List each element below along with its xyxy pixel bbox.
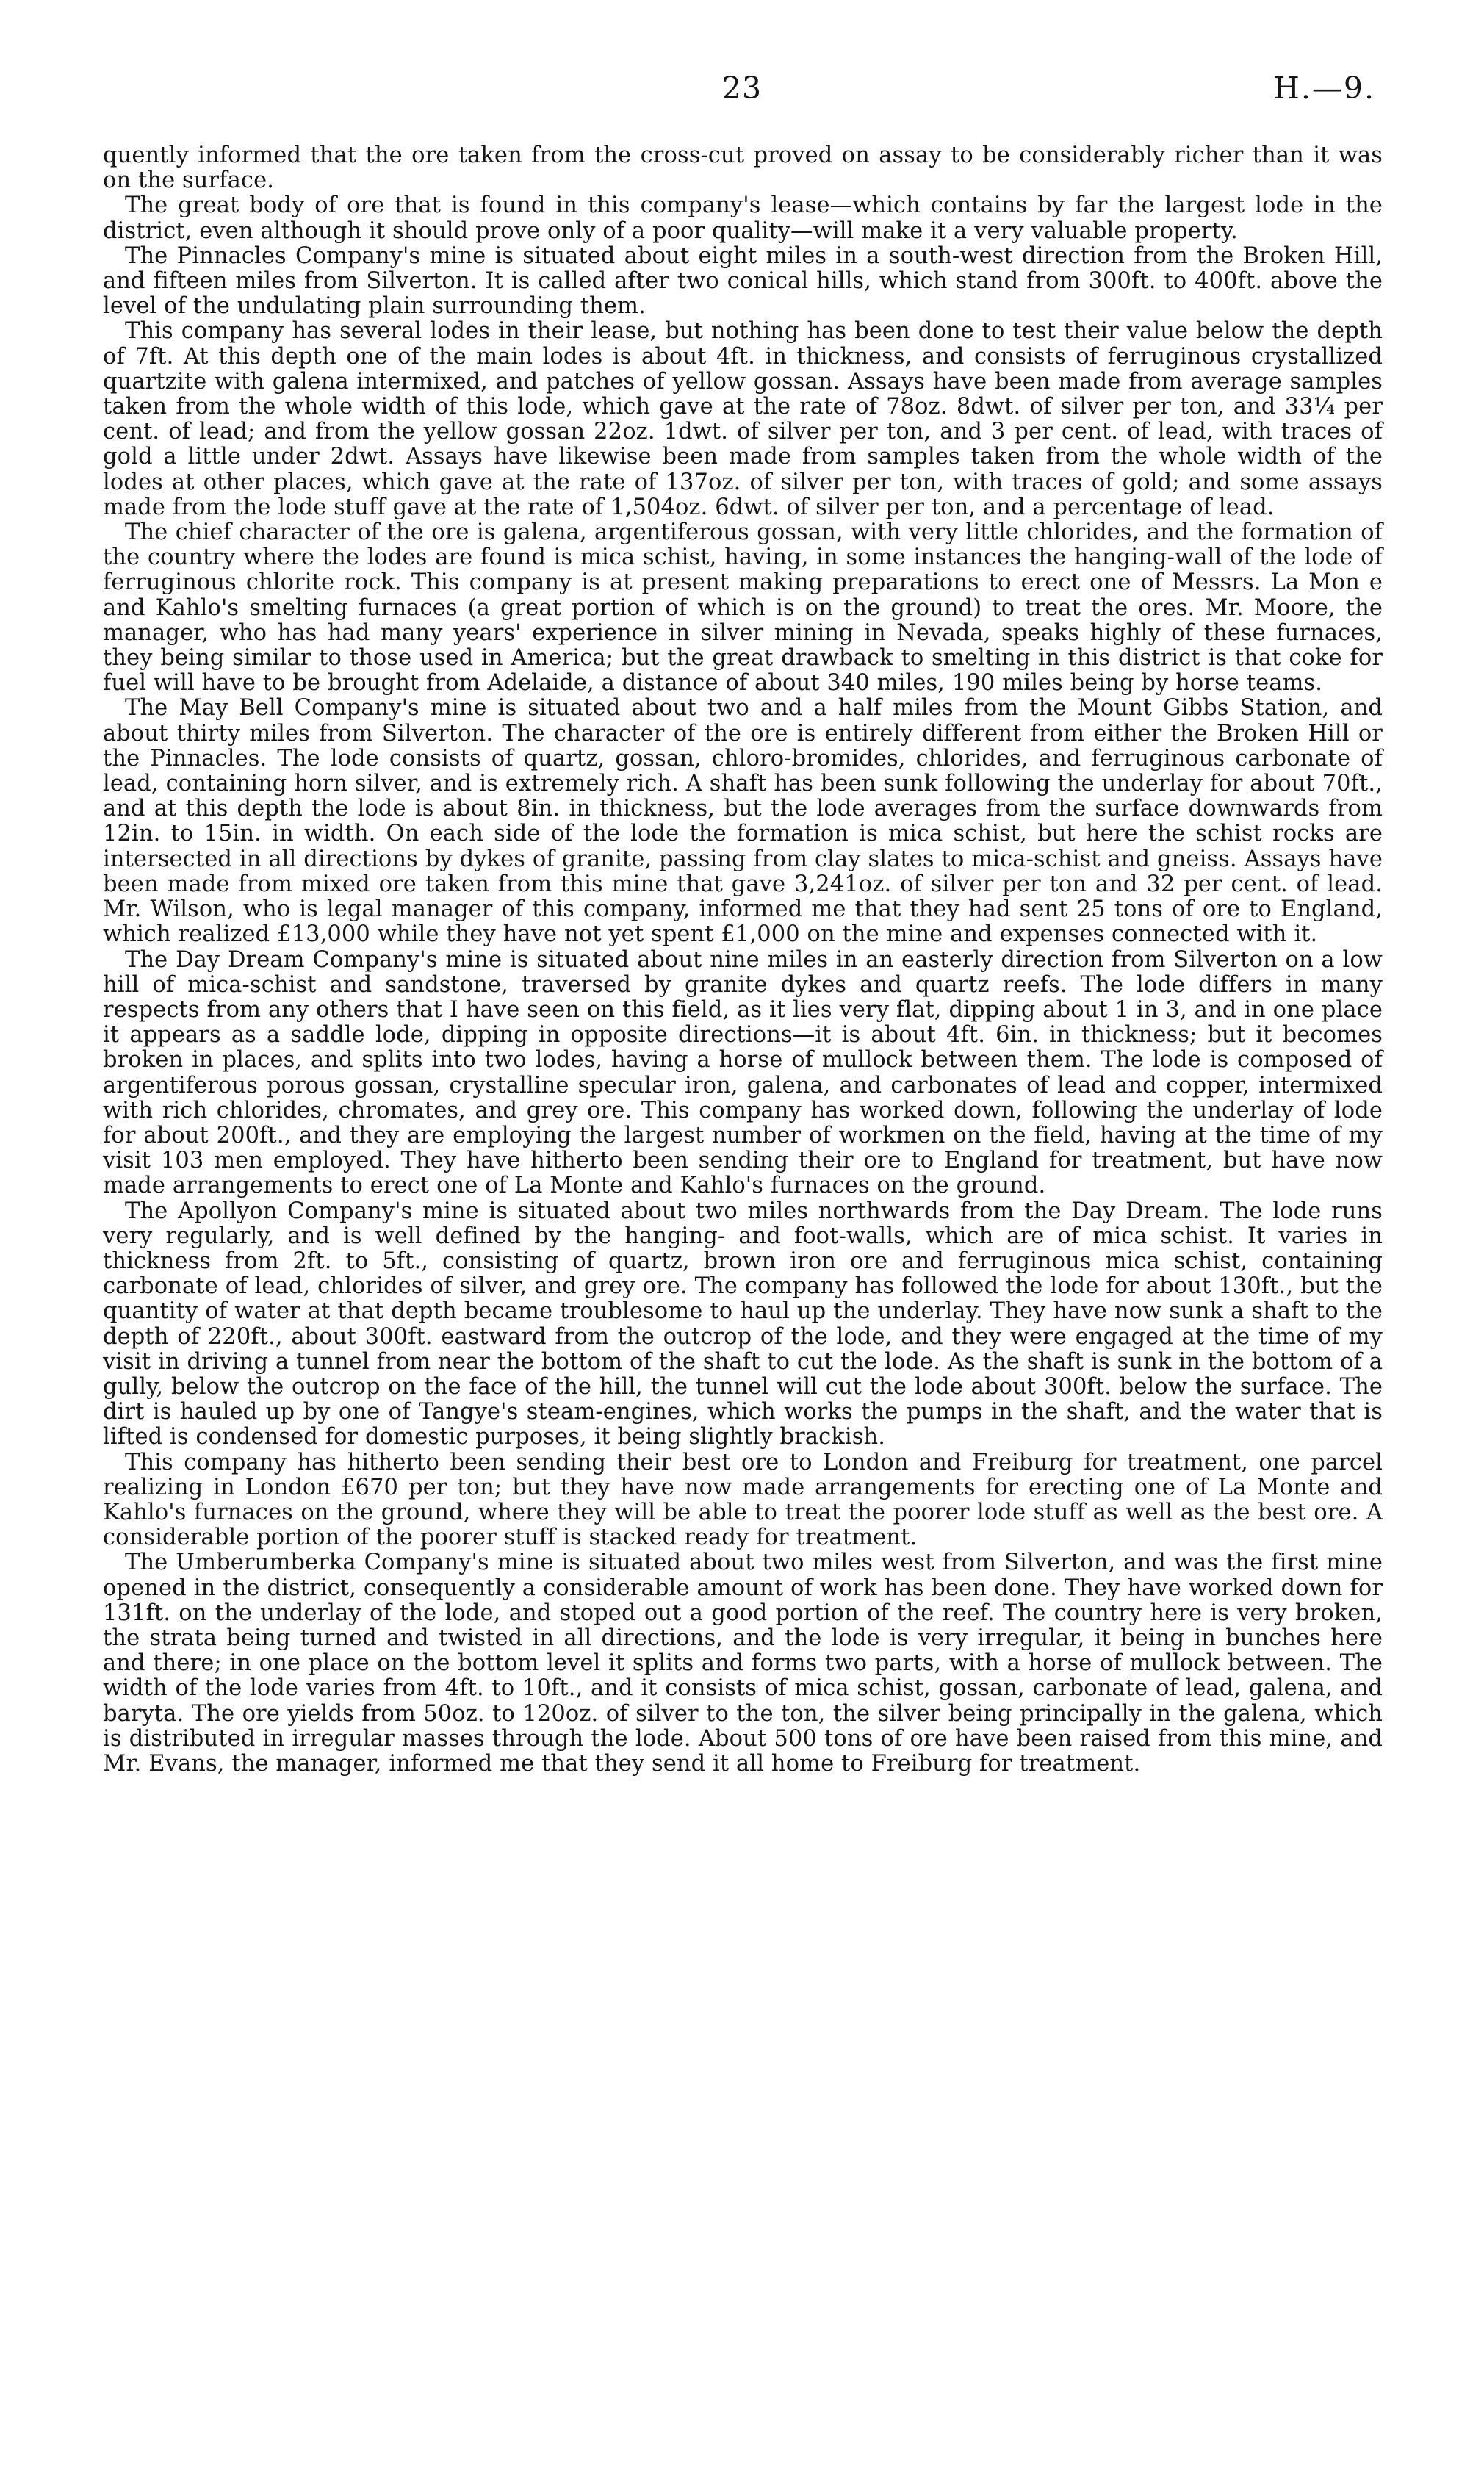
page-number: 23 [721,71,763,106]
paragraph-pinnacles-mine: The Pinnacles Company's mine is situated about eight miles in a south-west direction from the Broken Hill, and fifteen miles from Silverton. It is called after two conical hills, which stand from 300ft. to 400ft. above the level of the undulating plain surrounding them. [103,242,1383,320]
paragraph-great-body-of-ore: The great body of ore that is found in this company's lease—which contains by far the largest lode in the district, even although it should prove only of a poor quality—will make it a very valuable property. [103,193,1383,244]
paragraph-apollyon-treatment: This company has hitherto been sending their best ore to London and Freiburg for treatment, one parcel realizing in London £670 per ton; but they have now made arrangements for erecting one of La Monte and Kahlo's furnaces on the ground, where they will be able to treat the poorer lode stuff as well as the best ore. A considerable portion of the poorer stuff is stacked ready for treatment. [103,1449,1383,1551]
paragraph-may-bell-mine: The May Bell Company's mine is situated about two and a half miles from the Mount Gibbs Station, and about thirty miles from Silverton. The character of the ore is entirely different from either the Broken Hill or the Pinnacles. The lode consists of quartz, gossan, chloro-bromides, chlorides, and ferruginous carbonate of lead, containing horn silver, and is extremely rich. A shaft has been sunk following the underlay for about 70ft., and at this depth the lode is about 8in. in thickness, but the lode averages from the surface downwards from 12in. to 15in. in width. On each side of the lode the formation is mica schist, but here the schist rocks are intersected in all directions by dykes of granite, passing from clay slates to mica-schist and gneiss. Assays have been made from mixed ore taken from this mine that gave 3,241oz. of silver per ton and 32 per cent. of lead. Mr. Wilson, who is legal manager of this company, informed me that they had sent 25 tons of ore to England, which realized £13,000 while they have not yet spent £1,000 on the mine and expenses connected with it. [103,695,1383,948]
paragraph-umberumberka-mine: The Umberumberka Company's mine is situated about two miles west from Silverton, and was the first mine opened in the district, consequently a considerable amount of work has been done. They have worked down for 131ft. on the underlay of the lode, and stoped out a good portion of the reef. The country here is very broken, the strata being turned and twisted in all directions, and the lode is very irregular, it being in bunches here and there; in one place on the bottom level it splits and forms two parts, with a horse of mullock between. The width of the lode varies from 4ft. to 10ft., and it consists of mica schist, gossan, carbonate of lead, galena, and baryta. The ore yields from 50oz. to 120oz. of silver to the ton, the silver being principally in the galena, which is distributed in irregular masses through the lode. About 500 tons of ore have been raised from this mine, and Mr. Evans, the manager, informed me that they send it all home to Freiburg for treatment. [103,1550,1383,1777]
paragraph-apollyon-mine: The Apollyon Company's mine is situated about two miles northwards from the Day Dream. The lode runs very regularly, and is well defined by the hanging- and foot-walls, which are of mica schist. It varies in thickness from 2ft. to 5ft., consisting of quartz, brown iron ore and ferruginous mica schist, containing carbonate of lead, chlorides of silver, and grey ore. The company has followed the lode for about 130ft., but the quantity of water at that depth became troublesome to haul up the underlay. They have now sunk a shaft to the depth of 220ft., about 300ft. eastward from the outcrop of the lode, and they were engaged at the time of my visit in driving a tunnel from near the bottom of the shaft to cut the lode. As the shaft is sunk in the bottom of a gully, below the outcrop on the face of the hill, the tunnel will cut the lode about 300ft. below the surface. The dirt is hauled up by one of Tangye's steam-engines, which works the pumps in the shaft, and the water that is lifted is condensed for domestic purposes, it being slightly brackish. [103,1198,1383,1450]
paragraph-day-dream-mine: The Day Dream Company's mine is situated about nine miles in an easterly direction from Silverton on a low hill of mica-schist and sandstone, traversed by granite dykes and quartz reefs. The lode differs in many respects from any others that I have seen on this field, as it lies very flat, dipping about 1 in 3, and in one place it appears as a saddle lode, dipping in opposite directions—it is about 4ft. 6in. in thickness; but it becomes broken in places, and splits into two lodes, having a horse of mullock between them. The lode is composed of argentiferous porous gossan, crystalline specular iron, galena, and carbonates of lead and copper, intermixed with rich chlorides, chromates, and grey ore. This company has worked down, following the underlay of lode for about 200ft., and they are employing the largest number of workmen on the field, having at the time of my visit 103 men employed. They have hitherto been sending their ore to England for treatment, but have now made arrangements to erect one of La Monte and Kahlo's furnaces on the ground. [103,946,1383,1199]
paragraph-pinnacles-assays: This company has several lodes in their lease, but nothing has been done to test their value below the depth of 7ft. At this depth one of the main lodes is about 4ft. in thickness, and consists of ferruginous crystallized quartzite with galena intermixed, and patches of yellow gossan. Assays have been made from average samples taken from the whole width of this lode, which gave at the rate of 78oz. 8dwt. of silver per ton, and 33¼ per cent. of lead; and from the yellow gossan 22oz. 1dwt. of silver per ton, and 3 per cent. of lead, with traces of gold a little under 2dwt. Assays have likewise been made from samples taken from the whole width of the lodes at other places, which gave at the rate of 137oz. of silver per ton, with traces of gold; and some assays made from the lode stuff gave at the rate of 1,504oz. 6dwt. of silver per ton, and a percentage of lead. [103,318,1383,520]
document-reference: H.—9. [1273,71,1375,106]
body-text [103,143,1383,1777]
paragraph-pinnacles-ore-character: The chief character of the ore is galena, argentiferous gossan, with very little chlorides, and the formation of the country where the lodes are found is mica schist, having, in some instances the hanging-wall of the lode of ferruginous chlorite rock. This company is at present making preparations to erect one of Messrs. La Mon e and Kahlo's smelting furnaces (a great portion of which is on the ground) to treat the ores. Mr. Moore, the manager, who has had many years' experience in silver mining in Nevada, speaks highly of these furnaces, they being similar to those used in America; but the great drawback to smelting in this district is that coke for fuel will have to be brought from Adelaide, a distance of about 340 miles, 190 miles being by horse teams. [103,519,1383,697]
paragraph-continuation: quently informed that the ore taken from the cross-cut proved on assay to be considerably richer than it was on the surface. [103,143,1383,194]
